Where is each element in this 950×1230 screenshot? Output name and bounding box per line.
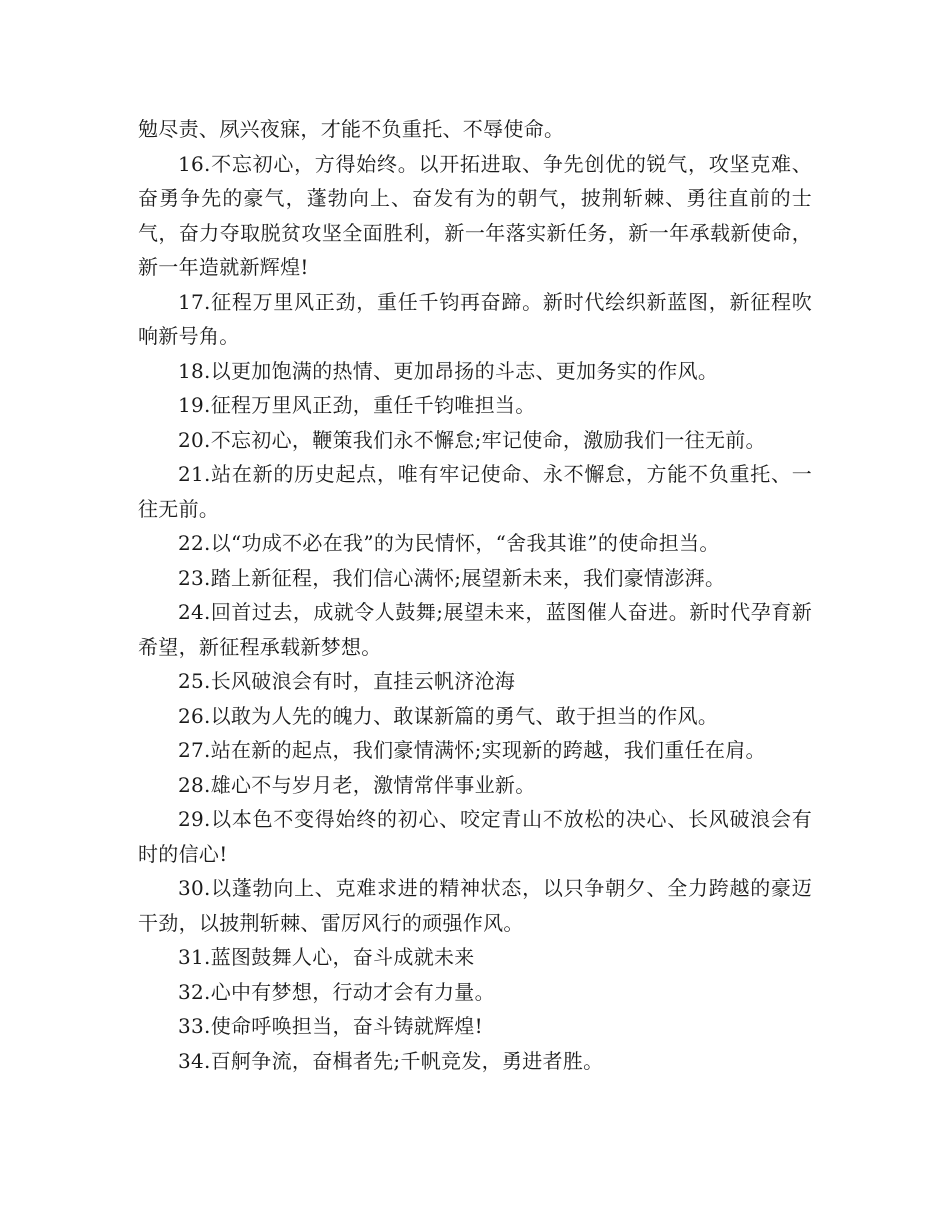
paragraph-28: 28.雄心不与岁月老，激情常伴事业新。 xyxy=(178,772,536,797)
paragraph-30: 30.以蓬勃向上、克难求进的精神状态，以只争朝夕、全力跨越的豪迈干劲，以披荆斩棘、雷厉风行的顽强作风。 xyxy=(138,876,812,935)
paragraph-31: 31.蓝图鼓舞人心，奋斗成就未来 xyxy=(178,945,475,969)
paragraph-18: 18.以更加饱满的热情、更加昂扬的斗志、更加务实的作风。 xyxy=(178,358,719,383)
paragraph-22: 22.以“功成不必在我”的为民情怀，“舍我其谁”的使命担当。 xyxy=(178,531,720,555)
paragraph-27: 27.站在新的起点，我们豪情满怀;实现新的跨越，我们重任在肩。 xyxy=(178,738,766,762)
paragraph-34: 34.百舸争流，奋楫者先;千帆竞发，勇进者胜。 xyxy=(178,1048,604,1073)
paragraph-26: 26.以敢为人先的魄力、敢谋新篇的勇气、敢于担当的作风。 xyxy=(178,703,719,728)
paragraph-21: 21.站在新的历史起点，唯有牢记使命、永不懈怠，方能不负重托、一往无前。 xyxy=(138,462,812,521)
paragraph-32: 32.心中有梦想，行动才会有力量。 xyxy=(178,979,495,1004)
paragraph-24: 24.回首过去，成就令人鼓舞;展望未来，蓝图催人奋进。新时代孕育新希望，新征程承载新梦想。 xyxy=(138,600,812,659)
paragraph-29: 29.以本色不变得始终的初心、咬定青山不放松的决心、长风破浪会有时的信心! xyxy=(138,807,812,866)
paragraph-17: 17.征程万里风正劲，重任千钧再奋蹄。新时代绘织新蓝图，新征程吹响新号角。 xyxy=(138,289,812,348)
document-body xyxy=(138,112,812,1078)
paragraph-33: 33.使命呼唤担当，奋斗铸就辉煌! xyxy=(178,1014,483,1038)
paragraph-23: 23.踏上新征程，我们信心满怀;展望新未来，我们豪情澎湃。 xyxy=(178,565,726,590)
paragraph-25: 25.长风破浪会有时，直挂云帆济沧海 xyxy=(178,669,516,693)
paragraph-16: 16.不忘初心，方得始终。以开拓进取、争先创优的锐气，攻坚克难、奋勇争先的豪气，蓬勃向上、奋发有为的朝气，披荆斩棘、勇往直前的士气，奋力夺取脱贫攻坚全面胜利，新一年落实新任务，新一年承载新使命，新一年造就新辉煌! xyxy=(138,151,812,279)
paragraph-20: 20.不忘初心，鞭策我们永不懈怠;牢记使命，激励我们一往无前。 xyxy=(178,427,766,452)
paragraph-continued: 勉尽责、夙兴夜寐，才能不负重托、不辱使命。 xyxy=(138,117,565,141)
paragraph-19: 19.征程万里风正劲，重任千钧唯担当。 xyxy=(178,393,536,417)
